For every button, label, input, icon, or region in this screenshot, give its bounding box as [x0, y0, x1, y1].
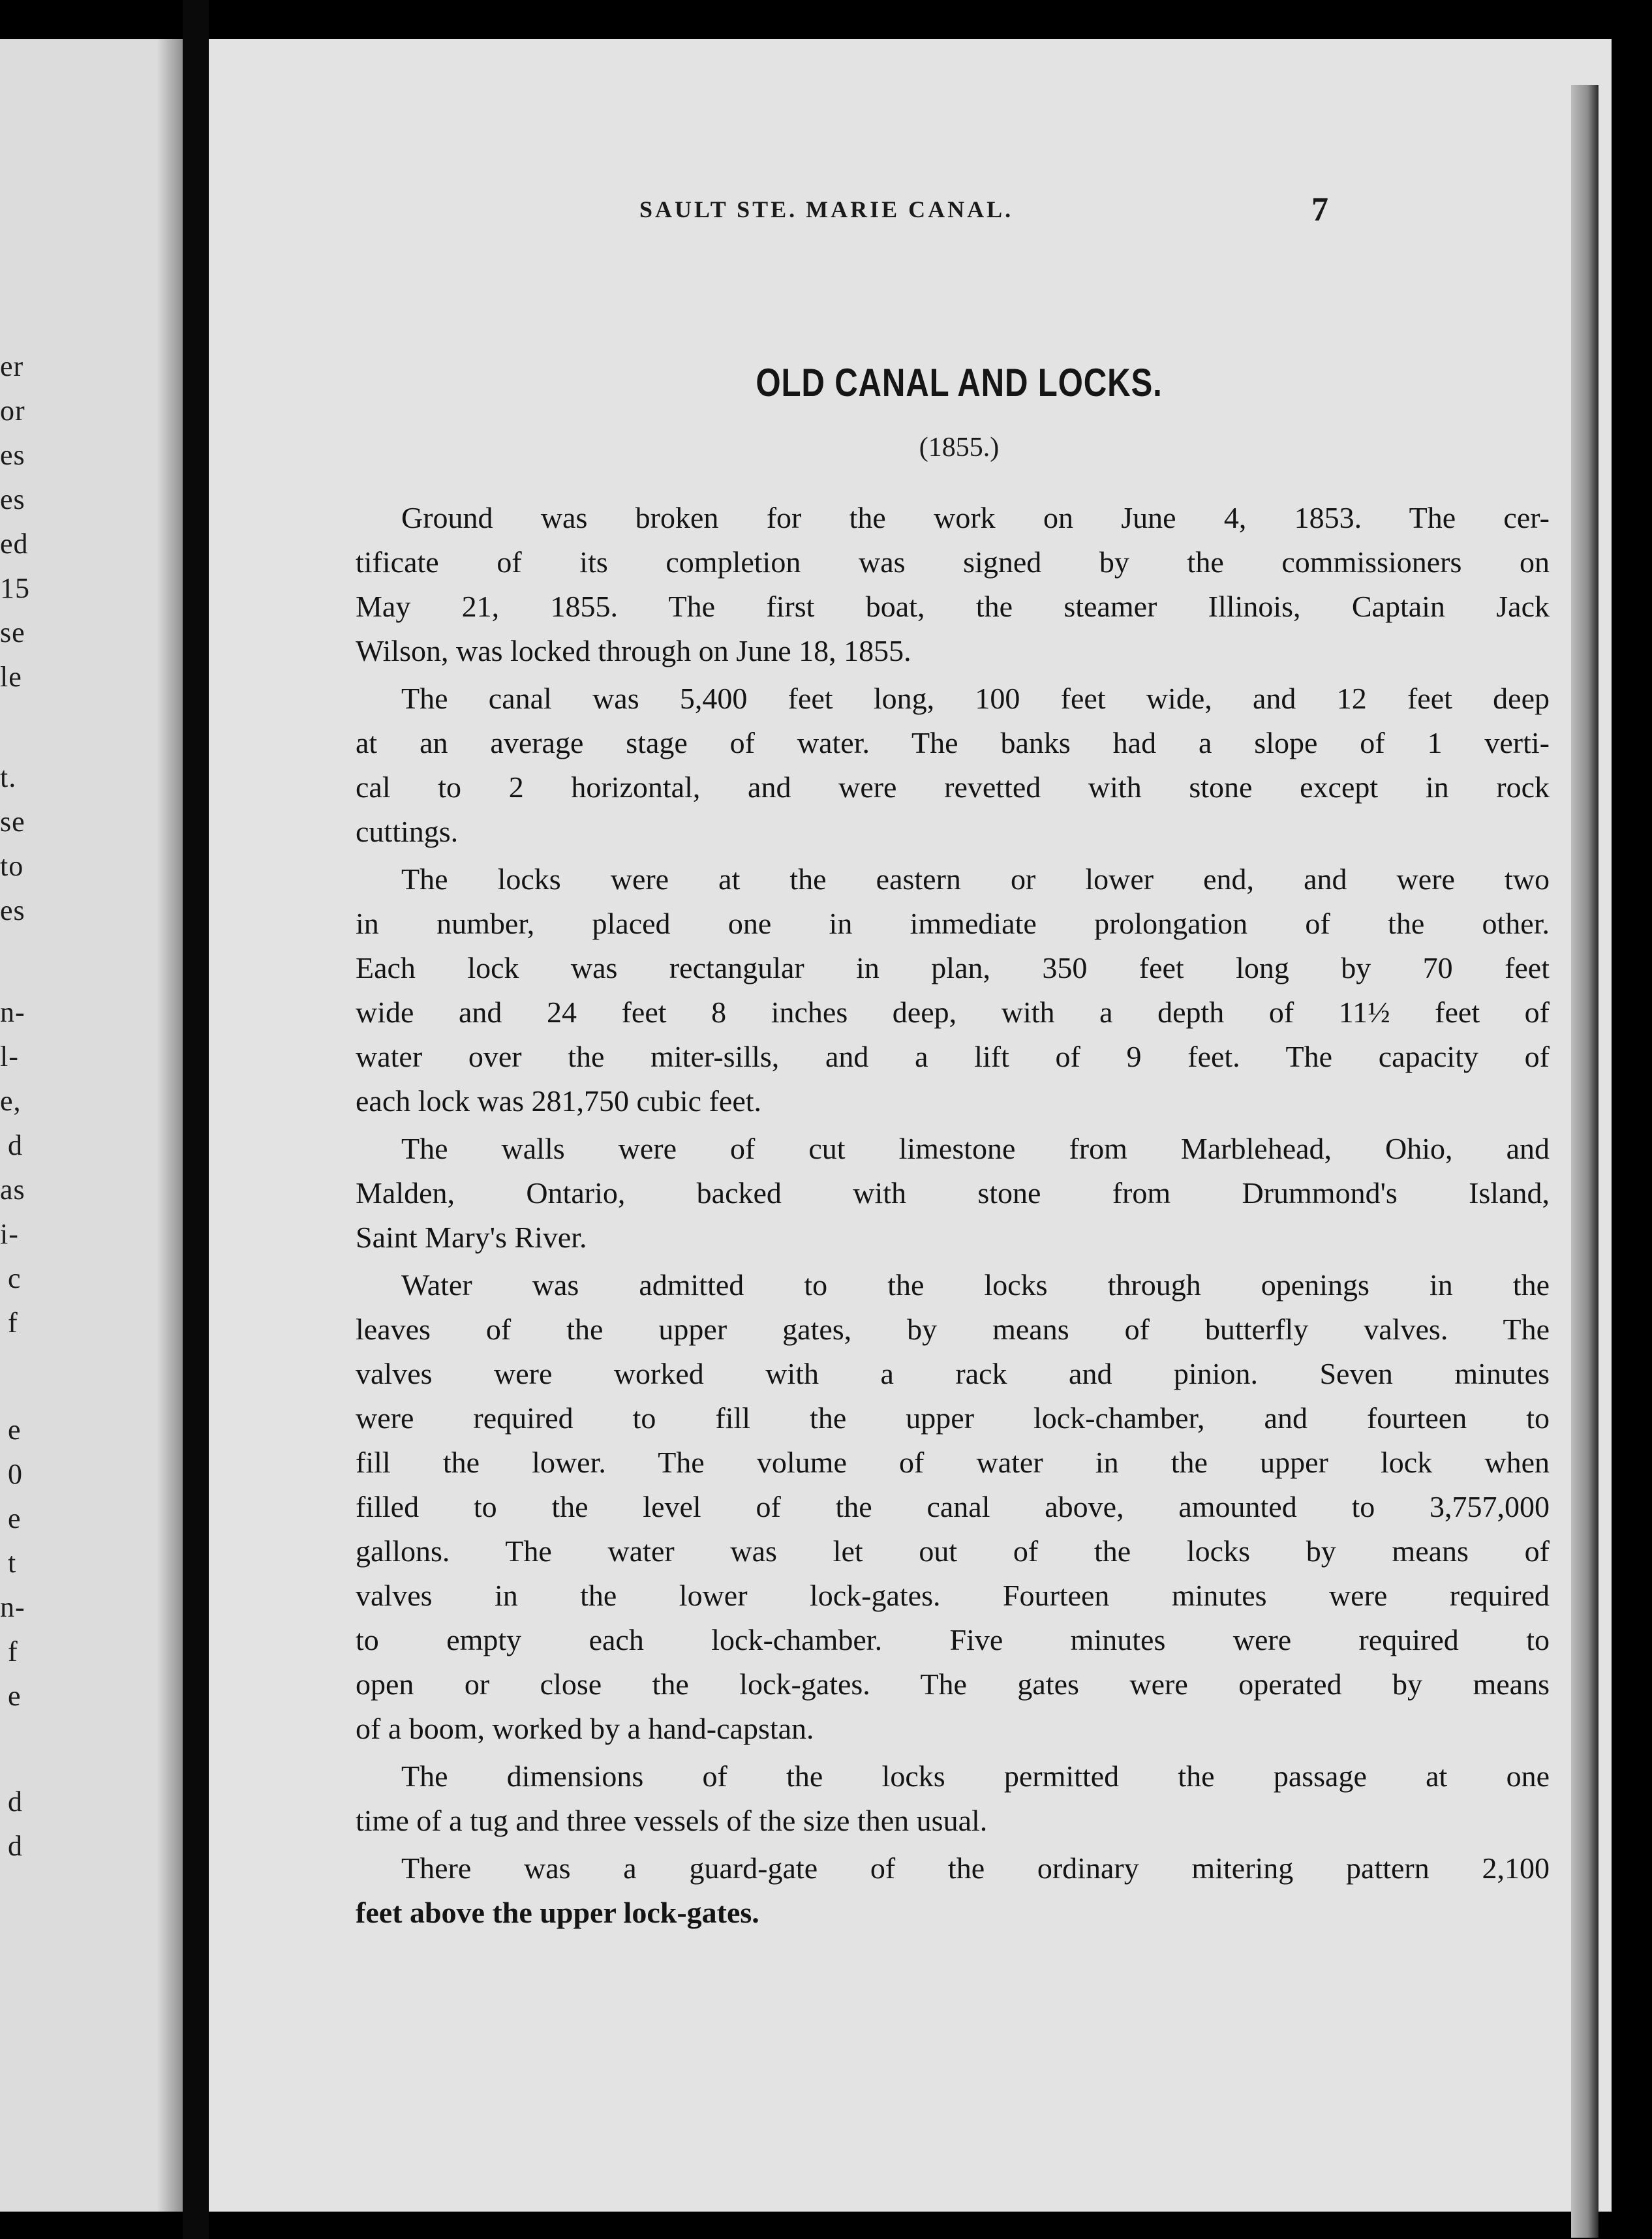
text-line: cuttings. [356, 815, 459, 848]
text-line: There was a guard-gate of the ordinary mitering pattern 2,100 [401, 1851, 1550, 1885]
paragraph [356, 677, 1550, 854]
text-line: at an average stage of water. The banks had a slope of 1 verti- [356, 726, 1550, 759]
facing-page-fragment: t. [0, 761, 17, 793]
book-gutter [183, 0, 209, 2239]
facing-page-fragment: t [8, 1547, 17, 1579]
text-line: The locks were at the eastern or lower end, and were two [401, 862, 1550, 896]
paragraph [356, 1263, 1550, 1751]
facing-page-fragment: to [0, 850, 24, 882]
running-head: SAULT STE. MARIE CANAL. [639, 196, 1014, 222]
text-line: feet above the upper lock-gates. [356, 1896, 759, 1929]
paragraph [356, 1846, 1550, 1935]
page-edge [1571, 85, 1598, 2238]
facing-page-fragment: es [0, 439, 25, 471]
text-line: water over the miter-sills, and a lift of 9 feet. The capacity of [356, 1040, 1550, 1073]
text-line: cal to 2 horizontal, and were revetted with stone except in rock [356, 770, 1550, 804]
article-body [356, 496, 1550, 1938]
facing-page-fragment: er [0, 350, 24, 382]
facing-page-fragment: as [0, 1174, 25, 1206]
text-line: each lock was 281,750 cubic feet. [356, 1084, 762, 1118]
paragraph [356, 496, 1550, 673]
facing-page-fragment: es [0, 894, 25, 926]
facing-page-fragment: n- [0, 1591, 25, 1623]
text-line: fill the lower. The volume of water in the upper lock when [356, 1446, 1550, 1479]
gutter-shadow [157, 39, 183, 2212]
facing-page-fragment: le [0, 661, 22, 693]
text-line: Malden, Ontario, backed with stone from Drummond's Island, [356, 1176, 1550, 1210]
text-line: Saint Mary's River. [356, 1221, 587, 1254]
facing-page-fragment: d [8, 1786, 23, 1818]
facing-page-fragment: 0 [8, 1458, 23, 1490]
book-page [209, 39, 1612, 2212]
facing-page-fragment: i- [0, 1218, 19, 1250]
text-line: The walls were of cut limestone from Marblehead, Ohio, and [401, 1132, 1550, 1165]
text-line: The canal was 5,400 feet long, 100 feet wide, and 12 feet deep [401, 682, 1550, 715]
facing-page-fragment: es [0, 483, 25, 515]
facing-page-fragment: se [0, 617, 25, 648]
text-line: May 21, 1855. The first boat, the steamer Illinois, Captain Jack [356, 590, 1550, 623]
facing-page-fragment: se [0, 806, 25, 838]
text-line: Water was admitted to the locks through openings in the [401, 1268, 1550, 1302]
article-title: OLD CANAL AND LOCKS. [756, 361, 1163, 404]
paragraph [356, 1127, 1550, 1260]
facing-page-fragment: or [0, 395, 25, 427]
text-line: to empty each lock-chamber. Five minutes were required to [356, 1623, 1550, 1656]
facing-page-fragment: f [8, 1636, 18, 1668]
text-line: gallons. The water was let out of the locks by means of [356, 1534, 1550, 1568]
text-line: filled to the level of the canal above, amounted to 3,757,000 [356, 1490, 1550, 1523]
paragraph [356, 857, 1550, 1123]
facing-page-fragment: e [8, 1502, 22, 1534]
facing-page-fragment: c [8, 1262, 22, 1294]
facing-page-fragment: n- [0, 996, 25, 1028]
text-line: Ground was broken for the work on June 4, 1853. The cer- [401, 501, 1550, 534]
facing-page-fragment: d [8, 1129, 23, 1161]
facing-page-fragment: e, [0, 1085, 22, 1117]
facing-page [0, 39, 183, 2212]
text-line: valves in the lower lock-gates. Fourteen minutes were required [356, 1579, 1550, 1612]
text-line: tificate of its completion was signed by the commissioners on [356, 545, 1550, 579]
text-line: wide and 24 feet 8 inches deep, with a depth of 11½ feet of [356, 996, 1550, 1029]
facing-page-fragment: ed [0, 528, 29, 560]
facing-page-fragment: e [8, 1680, 22, 1712]
facing-page-fragment: e [8, 1414, 22, 1446]
paragraph [356, 1754, 1550, 1843]
text-line: The dimensions of the locks permitted the passage at one [401, 1759, 1550, 1793]
text-line: in number, placed one in immediate prolongation of the other. [356, 907, 1550, 940]
text-line: of a boom, worked by a hand-capstan. [356, 1712, 814, 1745]
text-line: valves were worked with a rack and pinion. Seven minutes [356, 1357, 1550, 1390]
facing-page-fragment: f [8, 1307, 18, 1339]
facing-page-fragment: 15 [0, 572, 30, 604]
page-number: 7 [1311, 191, 1328, 228]
facing-page-fragment: l- [0, 1041, 19, 1073]
text-line: open or close the lock-gates. The gates were operated by means [356, 1668, 1550, 1701]
text-line: time of a tug and three vessels of the size then usual. [356, 1804, 988, 1837]
facing-page-fragment: d [8, 1830, 23, 1862]
text-line: Each lock was rectangular in plan, 350 feet long by 70 feet [356, 951, 1550, 984]
text-line: leaves of the upper gates, by means of butterfly valves. The [356, 1313, 1550, 1346]
text-line: were required to fill the upper lock-chamber, and fourteen to [356, 1401, 1550, 1435]
text-line: Wilson, was locked through on June 18, 1855. [356, 634, 911, 667]
article-year: (1855.) [919, 433, 1000, 463]
